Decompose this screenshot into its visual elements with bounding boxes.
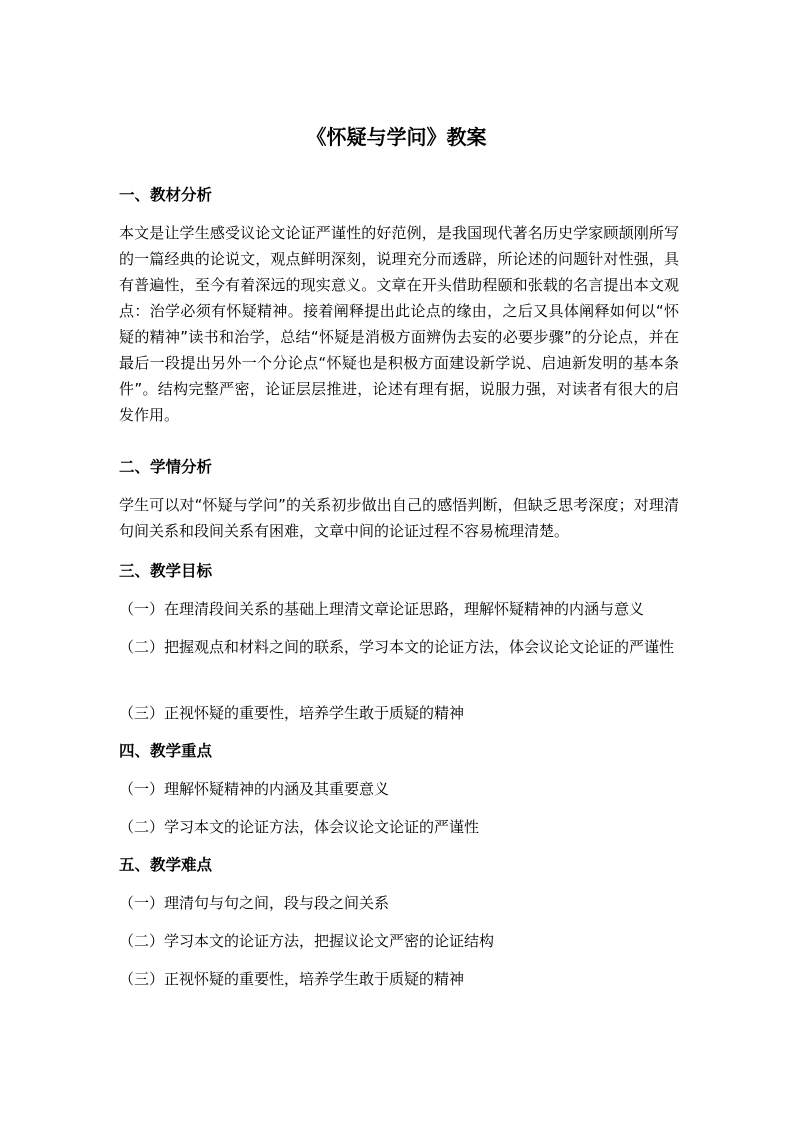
list-item: （三）正视怀疑的重要性，培养学生敢于质疑的精神 — [119, 970, 465, 988]
section-paragraph-student-analysis: 学生可以对“怀疑与学问”的关系初步做出自己的感悟判断，但缺乏思考深度；对理清句间关系和段间关系有困难，文章中间的论证过程不容易梳理清楚。 — [119, 496, 679, 540]
section-heading-teaching-focus: 四、教学重点 — [119, 742, 213, 760]
section-heading-teaching-difficulties: 五、教学难点 — [119, 856, 213, 874]
section-heading-student-analysis: 二、学情分析 — [119, 458, 213, 476]
section-heading-teaching-goals: 三、教学目标 — [119, 562, 213, 580]
list-item: （一）在理清段间关系的基础上理清文章论证思路，理解怀疑精神的内涵与意义 — [119, 600, 645, 618]
document-title: 《怀疑与学问》教案 — [306, 125, 487, 149]
list-item: （三）正视怀疑的重要性，培养学生敢于质疑的精神 — [119, 704, 465, 722]
list-item: （二）学习本文的论证方法，体会议论文论证的严谨性 — [119, 818, 480, 836]
list-item: （二）把握观点和材料之间的联系，学习本文的论证方法，体会议论文论证的严谨性 — [119, 638, 675, 656]
section-heading-textbook-analysis: 一、教材分析 — [119, 186, 213, 204]
list-item: （一）理解怀疑精神的内涵及其重要意义 — [119, 780, 390, 798]
section-paragraph-textbook-analysis: 本文是让学生感受议论文论证严谨性的好范例，是我国现代著名历史学家顾颉刚所写的一篇经典的论说文，观点鲜明深刻，说理充分而透辟，所论述的问题针对性强，具有普遍性，至今有着深远的现实意义。文章在开头借助程颐和张载的名言提出本文观点：治学必须有怀疑精神。接着阐释提出此论点的缘由，之后又具体阐释如何以“怀疑的精神”读书和治学，总结“怀疑是消极方面辨伪去妄的必要步骤”的分论点，并在最后一段提出另外一个分论点“怀疑也是积极方面建设新学说、启迪新发明的基本条件”。结构完整严密，论证层层推进，论述有理有据，说服力强，对读者有很大的启发作用。 — [119, 224, 679, 424]
list-item: （一）理清句与句之间，段与段之间关系 — [119, 894, 390, 912]
list-item: （二）学习本文的论证方法，把握议论文严密的论证结构 — [119, 932, 495, 950]
